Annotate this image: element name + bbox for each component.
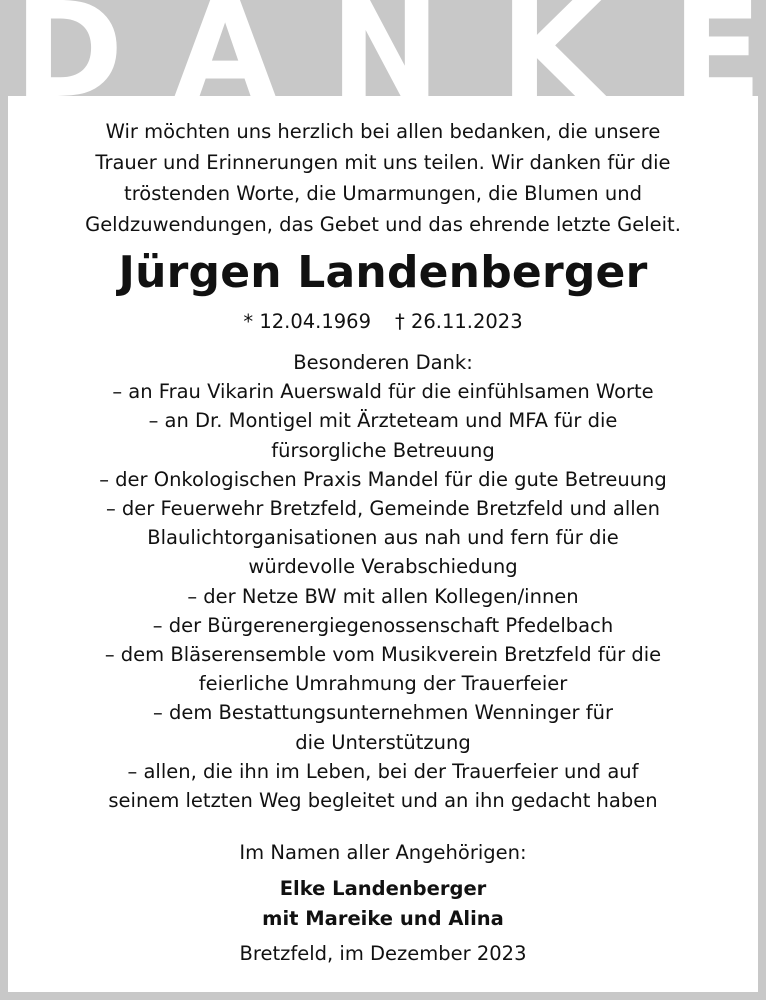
thanks-line: – dem Bläserensemble vom Musikverein Bretzfeld für die xyxy=(104,643,662,667)
intro-line: Geldzuwendungen, das Gebet und das ehrende letzte Geleit. xyxy=(85,213,681,236)
signer-line: mit Mareike und Alina xyxy=(262,907,504,930)
special-thanks xyxy=(8,348,758,815)
life-dates xyxy=(8,308,758,336)
deceased-name: Jürgen Landenberger xyxy=(118,247,648,298)
header-letter: N xyxy=(330,0,441,96)
thanks-line: – dem Bestattungsunternehmen Wenninger für xyxy=(153,701,613,725)
signoff: Im Namen aller Angehörigen: xyxy=(239,841,527,864)
thanks-line: würdevolle Verabschiedung xyxy=(248,555,518,579)
intro-line: tröstenden Worte, die Umarmungen, die Blumen und xyxy=(124,182,642,205)
thanks-line: – an Frau Vikarin Auerswald für die einfühlsamen Worte xyxy=(112,380,654,404)
thanks-line: Blaulichtorganisationen aus nah und fern für die xyxy=(147,526,619,550)
intro-paragraph xyxy=(8,116,758,240)
thanks-line: seinem letzten Weg begleitet und an ihn gedacht haben xyxy=(108,789,658,813)
intro-line: Wir möchten uns herzlich bei allen bedanken, die unsere xyxy=(105,120,661,143)
signer-line: Elke Landenberger xyxy=(279,877,487,900)
header-letter: E xyxy=(672,0,763,96)
notice-card xyxy=(8,96,758,992)
thanks-line: – allen, die ihn im Leben, bei der Trauerfeier und auf xyxy=(127,759,639,783)
thanks-line: – der Bürgerenergiegenossenschaft Pfedelbach xyxy=(152,613,614,637)
place-date: Bretzfeld, im Dezember 2023 xyxy=(239,942,527,965)
header-letter: K xyxy=(500,0,603,96)
thanks-line: – der Onkologischen Praxis Mandel für die gute Betreuung xyxy=(99,467,667,491)
thanks-line: – der Feuerwehr Bretzfeld, Gemeinde Bretzfeld und allen xyxy=(105,497,661,521)
thanks-line: die Unterstützung xyxy=(295,730,471,754)
thanks-line: feierliche Umrahmung der Trauerfeier xyxy=(198,672,568,696)
header-banner xyxy=(0,0,766,96)
thanks-heading: Besonderen Dank: xyxy=(293,351,473,374)
header-letter: D xyxy=(14,0,124,96)
thanks-line: – der Netze BW mit allen Kollegen/innen xyxy=(187,584,579,608)
signers xyxy=(8,874,758,934)
death-date: † 26.11.2023 xyxy=(395,310,523,333)
birth-date: * 12.04.1969 xyxy=(243,310,371,333)
thanks-line: – an Dr. Montigel mit Ärzteteam und MFA für die xyxy=(148,409,618,433)
intro-line: Trauer und Erinnerungen mit uns teilen. Wir danken für die xyxy=(95,151,671,174)
thanks-line: fürsorgliche Betreuung xyxy=(271,438,495,462)
header-letter: A xyxy=(174,0,277,96)
